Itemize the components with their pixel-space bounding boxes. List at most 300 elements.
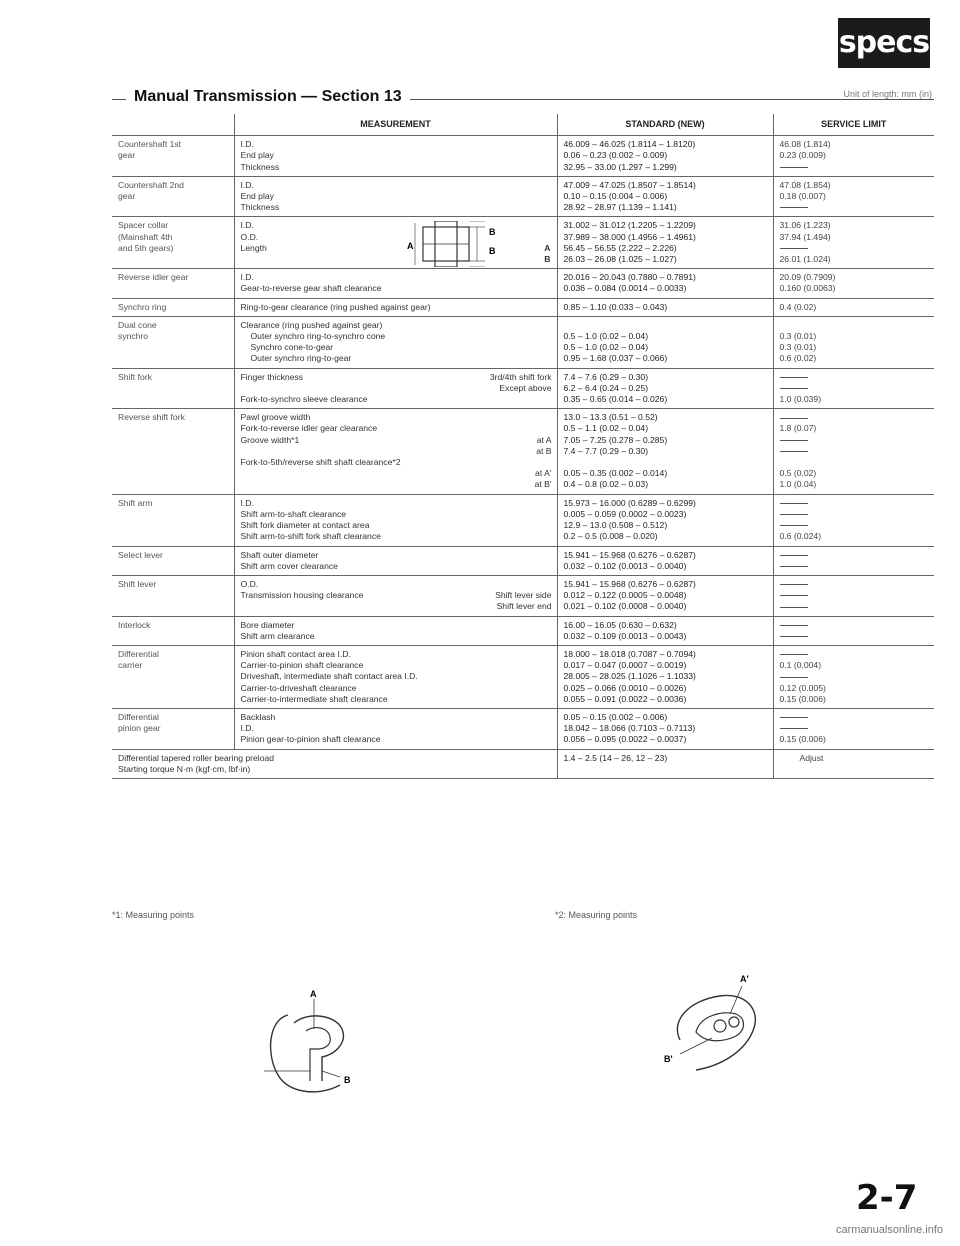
measurement-line — [241, 683, 552, 694]
fig1-label-b: B — [344, 1075, 351, 1085]
service-limit-value: 0.15 (0.006) — [779, 693, 826, 704]
standard-cell — [557, 176, 773, 217]
item-cell — [112, 575, 234, 616]
dash-mark — [780, 388, 808, 389]
dash-mark — [780, 625, 808, 626]
service-limit-value: 0.23 (0.009) — [779, 150, 826, 161]
item-cell — [112, 494, 234, 546]
item-name: Shift fork — [118, 371, 152, 382]
service-limit-dash — [780, 202, 930, 213]
header-standard: STANDARD (NEW) — [557, 114, 773, 136]
measurement-label: Shaft outer diameter — [240, 549, 319, 560]
service-limit-value: 26.01 (1.024) — [779, 254, 831, 265]
item-name: Dual cone — [118, 319, 157, 330]
dash-mark — [780, 595, 808, 596]
dash-mark — [780, 514, 808, 515]
standard-value: 6.2 – 6.4 (0.24 – 0.25) — [563, 382, 649, 393]
measurement-line — [241, 694, 552, 705]
measurement-line — [241, 468, 552, 479]
service-limit-dash — [780, 550, 930, 561]
page-title: Manual Transmission — Section 13 — [126, 88, 410, 106]
measurement-qualifier: 3rd/4th shift fork — [489, 371, 552, 382]
table-row — [112, 176, 934, 217]
measurement-label: Shift fork diameter at contact area — [240, 520, 370, 531]
standard-value: 0.35 – 0.65 (0.014 – 0.026) — [563, 394, 668, 405]
measurement-line — [241, 550, 552, 561]
item-name: Countershaft 2nd — [118, 179, 184, 190]
service-limit-cell — [773, 645, 934, 708]
standard-cell — [557, 494, 773, 546]
measurement-label: Shift arm clearance — [240, 630, 315, 641]
measurement-cell — [234, 269, 557, 298]
measurement-qualifier: Shift lever end — [496, 601, 552, 612]
standard-value: 28.005 – 28.025 (1.1026 – 1.1033) — [563, 671, 696, 682]
service-limit-value: 0.18 (0.007) — [779, 191, 826, 202]
measurement-label: Bore diameter — [240, 619, 295, 630]
measurement-line — [241, 320, 552, 331]
item-cell — [112, 616, 234, 645]
dash-mark — [780, 717, 808, 718]
measurement-line — [241, 272, 552, 283]
table-row — [112, 645, 934, 708]
measurement-line — [241, 423, 552, 434]
table-header-row — [112, 114, 934, 136]
item-cell — [112, 645, 234, 708]
standard-cell — [557, 616, 773, 645]
dash-mark — [780, 248, 808, 249]
item-name: Differential — [118, 648, 159, 659]
reverse-fork-groove-diagram — [248, 985, 378, 1105]
collar-label-b: B — [488, 227, 495, 238]
dash-mark — [780, 451, 808, 452]
measurement-line — [241, 561, 552, 572]
preload-label: Starting torque N·m (kgf·cm, lbf·in) — [118, 763, 251, 774]
measurement-line — [241, 162, 552, 173]
fig2-label-b: B' — [664, 1054, 673, 1064]
service-limit-dash — [780, 162, 930, 173]
specs-badge: specs — [838, 18, 930, 68]
service-limit-dash — [780, 435, 930, 446]
table-row — [112, 409, 934, 494]
dash-mark — [780, 503, 808, 504]
item-cell — [112, 708, 234, 749]
service-limit-cell — [773, 575, 934, 616]
measurement-line — [241, 531, 552, 542]
standard-value: 31.002 – 31.012 (1.2205 – 1.2209) — [563, 220, 696, 231]
dash-mark — [780, 207, 808, 208]
service-limit-dash — [780, 631, 930, 642]
table-row — [112, 494, 934, 546]
service-limit-cell — [773, 494, 934, 546]
fig1-label-a: A — [310, 989, 317, 999]
standard-value: 16.00 – 16.05 (0.630 – 0.632) — [563, 619, 677, 630]
table-row — [112, 136, 934, 177]
standard-value: 0.95 – 1.68 (0.037 – 0.066) — [563, 353, 668, 364]
service-limit-value: 0.15 (0.006) — [779, 734, 826, 745]
measurement-label: Driveshaft, intermediate shaft contact area I.D. — [240, 671, 418, 682]
table-row — [112, 575, 934, 616]
measurement-line — [241, 372, 552, 383]
measurement-cell — [234, 616, 557, 645]
measurement-cell — [234, 575, 557, 616]
dash-mark — [780, 377, 808, 378]
service-limit-cell — [773, 136, 934, 177]
standard-value: 7.4 – 7.6 (0.29 – 0.30) — [563, 371, 649, 382]
service-limit-value: 0.4 (0.02) — [779, 301, 817, 312]
preload-standard-cell — [557, 749, 773, 778]
standard-value: 26.03 – 26.08 (1.025 – 1.027) — [563, 254, 677, 265]
measurement-label: Synchro cone-to-gear — [250, 342, 334, 353]
item-name: Differential — [118, 711, 159, 722]
standard-value: 0.012 – 0.122 (0.0005 – 0.0048) — [563, 590, 687, 601]
service-limit-value: 0.160 (0.0063) — [779, 283, 836, 294]
measurement-label: Groove width*1 — [240, 434, 300, 445]
dash-mark — [780, 636, 808, 637]
dash-mark — [780, 584, 808, 585]
measurement-line — [241, 302, 552, 313]
item-name: Reverse shift fork — [118, 412, 185, 423]
item-name: Countershaft 1st — [118, 139, 182, 150]
standard-value: 0.032 – 0.109 (0.0013 – 0.0043) — [563, 630, 687, 641]
item-cell — [112, 409, 234, 494]
standard-value: 18.000 – 18.018 (0.7087 – 0.7094) — [563, 648, 696, 659]
table-row — [112, 368, 934, 409]
standard-cell — [557, 645, 773, 708]
standard-cell — [557, 368, 773, 409]
standard-value: 28.92 – 28.97 (1.139 – 1.141) — [563, 202, 677, 213]
standard-cell — [557, 708, 773, 749]
service-limit-dash — [780, 372, 930, 383]
measurement-qualifier: at A — [536, 434, 552, 445]
service-limit-dash — [780, 446, 930, 457]
service-limit-dash — [780, 723, 930, 734]
spec-table — [112, 114, 934, 779]
service-limit-cell — [773, 298, 934, 316]
table-row — [112, 269, 934, 298]
standard-value: 56.45 – 56.55 (2.222 – 2.226) — [563, 242, 677, 253]
measurement-line — [241, 479, 552, 490]
measurement-line — [241, 509, 552, 520]
standard-value: 15.973 – 16.000 (0.6289 – 0.6299) — [563, 497, 696, 508]
standard-value — [564, 320, 768, 331]
service-limit-dash — [780, 579, 930, 590]
service-limit-cell — [773, 217, 934, 269]
measurement-cell — [234, 176, 557, 217]
measurement-label: I.D. — [240, 497, 254, 508]
standard-value: 47.009 – 47.025 (1.8507 – 1.8514) — [563, 179, 696, 190]
measurement-qualifier: at B — [536, 445, 552, 456]
item-name: Reverse idler gear — [118, 272, 189, 283]
measurement-line — [241, 520, 552, 531]
measurement-line — [241, 620, 552, 631]
measurement-line — [241, 202, 552, 213]
service-limit-dash — [780, 649, 930, 660]
standard-cell — [557, 298, 773, 316]
measurement-line — [241, 734, 552, 745]
standard-cell — [557, 136, 773, 177]
measurement-cell — [234, 136, 557, 177]
measurement-line — [241, 660, 552, 671]
standard-value: 0.005 – 0.059 (0.0002 – 0.0023) — [563, 508, 687, 519]
service-limit-cell — [773, 368, 934, 409]
measurement-label: Ring-to-gear clearance (ring pushed against gear) — [240, 301, 431, 312]
dash-mark — [780, 440, 808, 441]
measurement-label: Shift arm cover clearance — [240, 560, 338, 571]
page-number: 2-7 — [856, 1178, 918, 1218]
measurement-line — [241, 331, 552, 342]
table-row — [112, 298, 934, 316]
dash-mark — [780, 566, 808, 567]
standard-cell — [557, 269, 773, 298]
item-name: Select lever — [118, 549, 163, 560]
measurement-label: Outer synchro ring-to-gear — [250, 353, 352, 364]
service-limit-value: 0.12 (0.005) — [779, 682, 826, 693]
measurement-label: Fork-to-synchro sleeve clearance — [240, 394, 368, 405]
measurement-cell — [234, 316, 557, 368]
measurement-label: Thickness — [240, 161, 280, 172]
measurement-qualifier: at B' — [534, 479, 552, 490]
standard-value: 7.05 – 7.25 (0.278 – 0.285) — [563, 434, 668, 445]
table-row — [112, 708, 934, 749]
measurement-label: Carrier-to-pinion shaft clearance — [240, 660, 364, 671]
standard-value: 0.10 – 0.15 (0.004 – 0.006) — [563, 191, 668, 202]
dash-mark — [780, 525, 808, 526]
measurement-label: I.D. — [240, 220, 254, 231]
spacer-collar-diagram — [385, 221, 525, 267]
service-limit-value: 47.08 (1.854) — [779, 179, 831, 190]
item-name: Synchro ring — [118, 301, 167, 312]
measurement-line — [241, 353, 552, 364]
measurement-qualifier: at A' — [535, 468, 552, 479]
measurement-label: End play — [240, 191, 274, 202]
service-limit-value: 46.08 (1.814) — [779, 139, 831, 150]
measurement-line — [241, 150, 552, 161]
measurement-line — [241, 498, 552, 509]
measurement-cell — [234, 409, 557, 494]
measurement-label: I.D. — [240, 272, 254, 283]
service-limit-dash — [780, 671, 930, 682]
service-limit-dash — [780, 498, 930, 509]
standard-cell — [557, 575, 773, 616]
measurement-line — [241, 590, 552, 601]
collar-side-label-a: A — [544, 243, 551, 254]
item-cell — [112, 269, 234, 298]
preload-limit: Adjust — [799, 752, 824, 763]
standard-value: 32.95 – 33.00 (1.297 – 1.299) — [563, 161, 677, 172]
service-limit-value: 0.3 (0.01) — [779, 331, 817, 342]
dash-mark — [780, 677, 808, 678]
standard-cell — [557, 316, 773, 368]
table-row — [112, 546, 934, 575]
service-limit-value: 0.3 (0.01) — [779, 342, 817, 353]
service-limit-dash — [780, 561, 930, 572]
measurement-line — [241, 394, 552, 405]
measurement-label: Carrier-to-intermediate shaft clearance — [240, 693, 388, 704]
dash-mark — [780, 728, 808, 729]
measurement-label: O.D. — [240, 578, 259, 589]
measurement-cell — [234, 298, 557, 316]
dash-mark — [780, 418, 808, 419]
service-limit-dash — [780, 620, 930, 631]
measurement-cell — [234, 645, 557, 708]
measurement-cell — [234, 368, 557, 409]
item-cell — [112, 176, 234, 217]
measurement-cell — [234, 494, 557, 546]
collar-side-label-b: B — [544, 254, 551, 265]
measurement-label: Pinion gear-to-pinion shaft clearance — [240, 734, 381, 745]
service-limit-cell — [773, 708, 934, 749]
standard-cell — [557, 409, 773, 494]
measurement-label: Transmission housing clearance — [240, 590, 364, 601]
standard-cell — [557, 546, 773, 575]
standard-value: 37.989 – 38.000 (1.4956 – 1.4961) — [563, 231, 696, 242]
service-limit-dash — [780, 712, 930, 723]
measurement-label: Carrier-to-driveshaft clearance — [240, 682, 357, 693]
measurement-label: I.D. — [240, 139, 254, 150]
item-name: (Mainshaft 4th — [118, 231, 173, 242]
item-name: synchro — [118, 331, 149, 342]
item-name: gear — [118, 150, 136, 161]
collar-label-b-lower: B — [488, 246, 495, 257]
standard-value: 0.021 – 0.102 (0.0008 – 0.0040) — [563, 601, 687, 612]
header-measurement: MEASUREMENT — [234, 114, 557, 136]
standard-value: 0.5 – 1.0 (0.02 – 0.04) — [563, 342, 649, 353]
measurement-label: Backlash — [240, 711, 276, 722]
item-name: Shift arm — [118, 497, 153, 508]
table-row — [112, 316, 934, 368]
measurement-line — [241, 457, 552, 468]
standard-value: 0.032 – 0.102 (0.0013 – 0.0040) — [563, 560, 687, 571]
measurement-cell — [234, 546, 557, 575]
service-limit-cell — [773, 176, 934, 217]
standard-value: 15.941 – 15.968 (0.6276 – 0.6287) — [563, 578, 696, 589]
item-cell — [112, 298, 234, 316]
item-name: and 5th gears) — [118, 242, 174, 253]
footnote-2: *2: Measuring points — [555, 910, 638, 920]
item-name: Spacer collar — [118, 220, 169, 231]
units-note: Unit of length: mm (in) — [837, 89, 932, 99]
service-limit-dash — [780, 412, 930, 423]
footnote-1: *1: Measuring points — [112, 910, 195, 920]
standard-value: 46.009 – 46.025 (1.8114 – 1.8120) — [563, 139, 696, 150]
service-limit-value — [780, 457, 930, 468]
standard-value: 18.042 – 18.066 (0.7103 – 0.7113) — [563, 723, 696, 734]
service-limit-dash — [780, 509, 930, 520]
measurement-label: Fork-to-reverse idler gear clearance — [240, 423, 378, 434]
watermark: carmanualsonline.info — [836, 1224, 944, 1236]
standard-value: 0.025 – 0.066 (0.0010 – 0.0026) — [563, 682, 687, 693]
item-cell — [112, 368, 234, 409]
measurement-line — [241, 712, 552, 723]
measurement-cell — [234, 217, 557, 269]
service-limit-dash — [780, 601, 930, 612]
shift-shaft-clearance-diagram — [650, 970, 780, 1090]
standard-value: 0.05 – 0.35 (0.002 – 0.014) — [563, 468, 668, 479]
service-limit-cell — [773, 409, 934, 494]
standard-value: 0.056 – 0.095 (0.0022 – 0.0037) — [563, 734, 687, 745]
service-limit-value: 31.06 (1.223) — [779, 220, 831, 231]
measurement-label: End play — [240, 150, 274, 161]
table-row — [112, 217, 934, 269]
item-name: Shift lever — [118, 578, 157, 589]
measurement-line — [241, 139, 552, 150]
service-limit-cell — [773, 616, 934, 645]
measurement-qualifier: Except above — [499, 382, 552, 393]
standard-value: 13.0 – 13.3 (0.51 – 0.52) — [563, 412, 658, 423]
preload-standard: 1.4 – 2.5 (14 – 26, 12 – 23) — [563, 752, 668, 763]
measurement-cell — [234, 708, 557, 749]
service-limit-dash — [780, 243, 930, 254]
measurement-line — [241, 180, 552, 191]
standard-value: 0.85 – 1.10 (0.033 – 0.043) — [563, 301, 668, 312]
measurement-label: Fork-to-5th/reverse shift shaft clearance*2 — [240, 457, 401, 468]
item-name: pinion gear — [118, 723, 161, 734]
preload-label: Differential tapered roller bearing preload — [118, 752, 275, 763]
table-row-preload — [112, 749, 934, 778]
service-limit-value: 0.5 (0.02) — [779, 468, 817, 479]
standard-value — [564, 457, 768, 468]
item-name: carrier — [118, 660, 143, 671]
header-service-limit: SERVICE LIMIT — [773, 114, 934, 136]
standard-value: 12.9 – 13.0 (0.508 – 0.512) — [563, 520, 668, 531]
standard-value: 7.4 – 7.7 (0.29 – 0.30) — [563, 445, 649, 456]
measurement-label: I.D. — [240, 179, 254, 190]
measurement-line — [241, 342, 552, 353]
measurement-line — [241, 283, 552, 294]
standard-value: 15.941 – 15.968 (0.6276 – 0.6287) — [563, 549, 696, 560]
standard-value: 0.4 – 0.8 (0.02 – 0.03) — [563, 479, 649, 490]
item-name: gear — [118, 191, 136, 202]
measurement-label: Pawl groove width — [240, 412, 311, 423]
standard-value: 0.055 – 0.091 (0.0022 – 0.0036) — [563, 693, 687, 704]
measurement-label: O.D. — [240, 231, 259, 242]
item-name: Interlock — [118, 619, 151, 630]
measurement-line — [241, 383, 552, 394]
measurement-label: Shift arm-to-shaft clearance — [240, 508, 347, 519]
dash-mark — [780, 555, 808, 556]
standard-value: 0.5 – 1.1 (0.02 – 0.04) — [563, 423, 649, 434]
service-limit-value: 0.6 (0.02) — [779, 353, 817, 364]
measurement-line — [241, 649, 552, 660]
standard-value: 0.5 – 1.0 (0.02 – 0.04) — [563, 331, 649, 342]
standard-value: 0.017 – 0.047 (0.0007 – 0.0019) — [563, 660, 687, 671]
standard-value: 0.2 – 0.5 (0.008 – 0.020) — [563, 531, 658, 542]
standard-value: 0.05 – 0.15 (0.002 – 0.006) — [563, 711, 668, 722]
measurement-line — [241, 435, 552, 446]
service-limit-dash — [780, 383, 930, 394]
measurement-line — [241, 631, 552, 642]
measurement-label: Outer synchro ring-to-synchro cone — [250, 331, 386, 342]
service-limit-value: 0.6 (0.024) — [779, 531, 822, 542]
standard-cell — [557, 217, 773, 269]
service-limit-cell — [773, 269, 934, 298]
preload-limit-cell — [773, 749, 934, 778]
measurement-label: Pinion shaft contact area I.D. — [240, 648, 351, 659]
measurement-label: Clearance (ring pushed against gear) — [240, 319, 383, 330]
service-limit-value: 1.0 (0.04) — [779, 479, 817, 490]
dash-mark — [780, 607, 808, 608]
item-cell — [112, 546, 234, 575]
service-limit-dash — [780, 590, 930, 601]
item-cell — [112, 316, 234, 368]
service-limit-cell — [773, 316, 934, 368]
service-limit-value: 1.8 (0.07) — [779, 423, 817, 434]
service-limit-cell — [773, 546, 934, 575]
fig2-label-a: A' — [740, 974, 749, 984]
service-limit-dash — [780, 520, 930, 531]
measurement-label: Gear-to-reverse gear shaft clearance — [240, 283, 382, 294]
service-limit-value: 0.1 (0.004) — [779, 660, 822, 671]
